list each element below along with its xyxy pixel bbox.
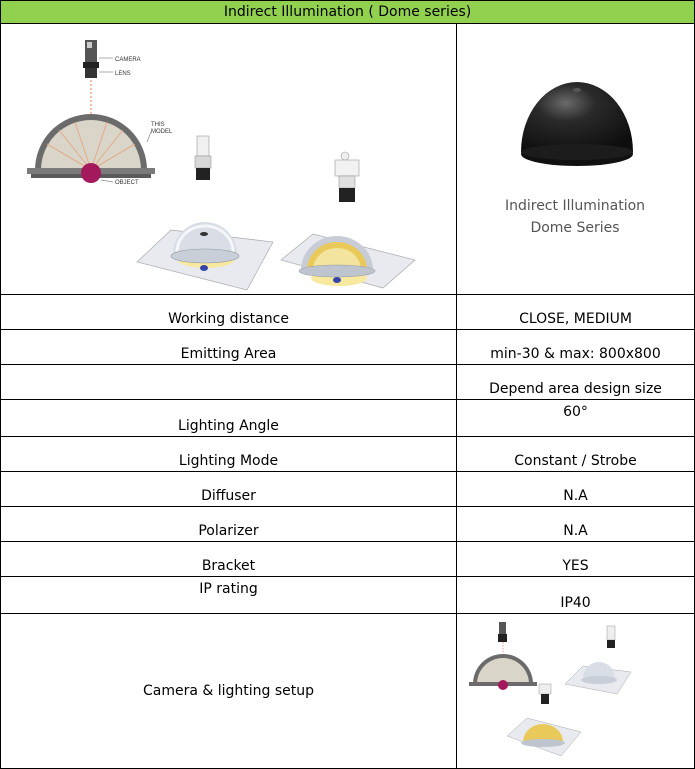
product-image-cell [457, 24, 695, 295]
spec-label [1, 365, 457, 400]
table-row [1, 437, 695, 472]
model-label-line2: MODEL [151, 129, 173, 135]
object-icon [81, 163, 101, 183]
spec-value: CLOSE, MEDIUM [457, 295, 695, 330]
object-icon [498, 680, 508, 690]
product-caption-line2: Dome Series [530, 220, 620, 236]
spec-label: Lighting Angle [1, 400, 457, 437]
illumination-diagram [1, 24, 457, 290]
spec-label: Working distance [1, 295, 457, 330]
spec-label: Lighting Mode [1, 437, 457, 472]
title-row [1, 1, 695, 24]
camera-icon [335, 152, 359, 202]
spec-label: Bracket [1, 542, 457, 577]
spec-label: Polarizer [1, 507, 457, 542]
product-caption-line1: Indirect Illumination [504, 198, 646, 214]
setup-label: Camera & lighting setup [1, 614, 457, 769]
spec-value: min-30 & max: 800x800 [457, 330, 695, 365]
spec-value: N.A [457, 507, 695, 542]
spec-value: Constant / Strobe [457, 437, 695, 472]
table-row [1, 507, 695, 542]
illumination-diagram-cell [1, 24, 457, 295]
product-photo [457, 24, 695, 290]
table-row [1, 542, 695, 577]
spec-value: Depend area design size [457, 365, 695, 400]
table-row [1, 330, 695, 365]
dome-light-product [521, 82, 633, 166]
spec-value: N.A [457, 472, 695, 507]
camera-icon [195, 136, 211, 180]
setup-thumbnail [457, 614, 695, 764]
spec-value: IP40 [457, 577, 695, 614]
setup-row [1, 614, 695, 769]
camera-label: CAMERA [115, 57, 141, 63]
dome-on-plate [137, 222, 273, 290]
camera-icon [83, 40, 99, 78]
lens-label: LENS [115, 71, 131, 77]
spec-label: IP rating [1, 577, 457, 614]
setup-image-cell [457, 614, 695, 769]
table-row [1, 577, 695, 614]
spec-value: 60° [457, 400, 695, 437]
illustration-row [1, 24, 695, 295]
table-row [1, 365, 695, 400]
object-label: OBJECT [115, 180, 139, 186]
model-label-line1: THIS [151, 122, 165, 128]
spec-value: YES [457, 542, 695, 577]
table-row [1, 472, 695, 507]
spec-label: Diffuser [1, 472, 457, 507]
table-row [1, 400, 695, 437]
spec-label: Emitting Area [1, 330, 457, 365]
table-row [1, 295, 695, 330]
table-title: Indirect Illumination ( Dome series) [1, 1, 695, 24]
dome-cutaway [281, 234, 415, 288]
